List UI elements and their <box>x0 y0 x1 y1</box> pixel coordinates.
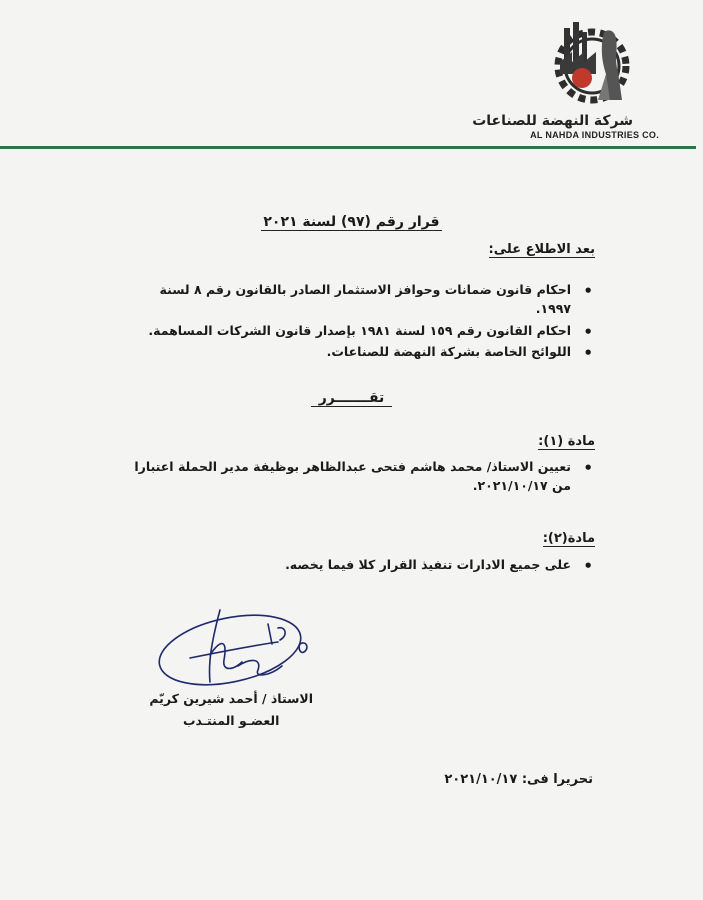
article-1-heading: مادة (١): <box>538 434 595 449</box>
signer-title: العضـو المنتـدب <box>182 712 280 728</box>
article-2-list <box>123 555 593 576</box>
preamble-item: • احكام قانون ضمانات وحوافز الاستثمار الصادر بالقانون رقم ٨ لسنة ١٩٩٧. <box>123 280 593 319</box>
decision-title-text: قرار رقم (٩٧) لسنة ٢٠٢١ <box>263 214 440 230</box>
decision-heading: تقـــــــرر <box>0 390 703 406</box>
header-divider <box>0 146 696 149</box>
handwritten-signature <box>150 600 335 690</box>
preamble-heading: بعد الاطلاع على: <box>488 242 595 257</box>
article-2-heading: مادة(٢): <box>542 531 595 546</box>
company-name-arabic: شركة النهضة للصناعات <box>472 113 633 129</box>
factory-gear-logo-icon <box>548 14 636 124</box>
article-item: • تعيين الاستاذ/ محمد هاشم فتحى عبدالظاهر بوظيفة مدير الحملة اعتبارا من ٢٠٢١/١٠/١٧. <box>123 457 593 496</box>
preamble-item: • اللوائح الخاصة بشركة النهضة للصناعات. <box>123 342 593 361</box>
decision-title <box>0 214 703 230</box>
issue-date: تحريرا فى: ٢٠٢١/١٠/١٧ <box>444 772 593 787</box>
preamble-item: • احكام القانون رقم ١٥٩ لسنة ١٩٨١ بإصدار قانون الشركات المساهمة. <box>123 321 593 340</box>
company-name-english: AL NAHDA INDUSTRIES CO. <box>530 130 659 140</box>
preamble-list <box>123 280 593 364</box>
signer-block <box>149 688 313 732</box>
article-1-list <box>123 457 593 498</box>
signer-name: الاستاذ / أحمد شيرين كريّم <box>149 691 313 706</box>
article-item: • على جميع الادارات تنفيذ القرار كلا فيما يخصه. <box>123 555 593 574</box>
